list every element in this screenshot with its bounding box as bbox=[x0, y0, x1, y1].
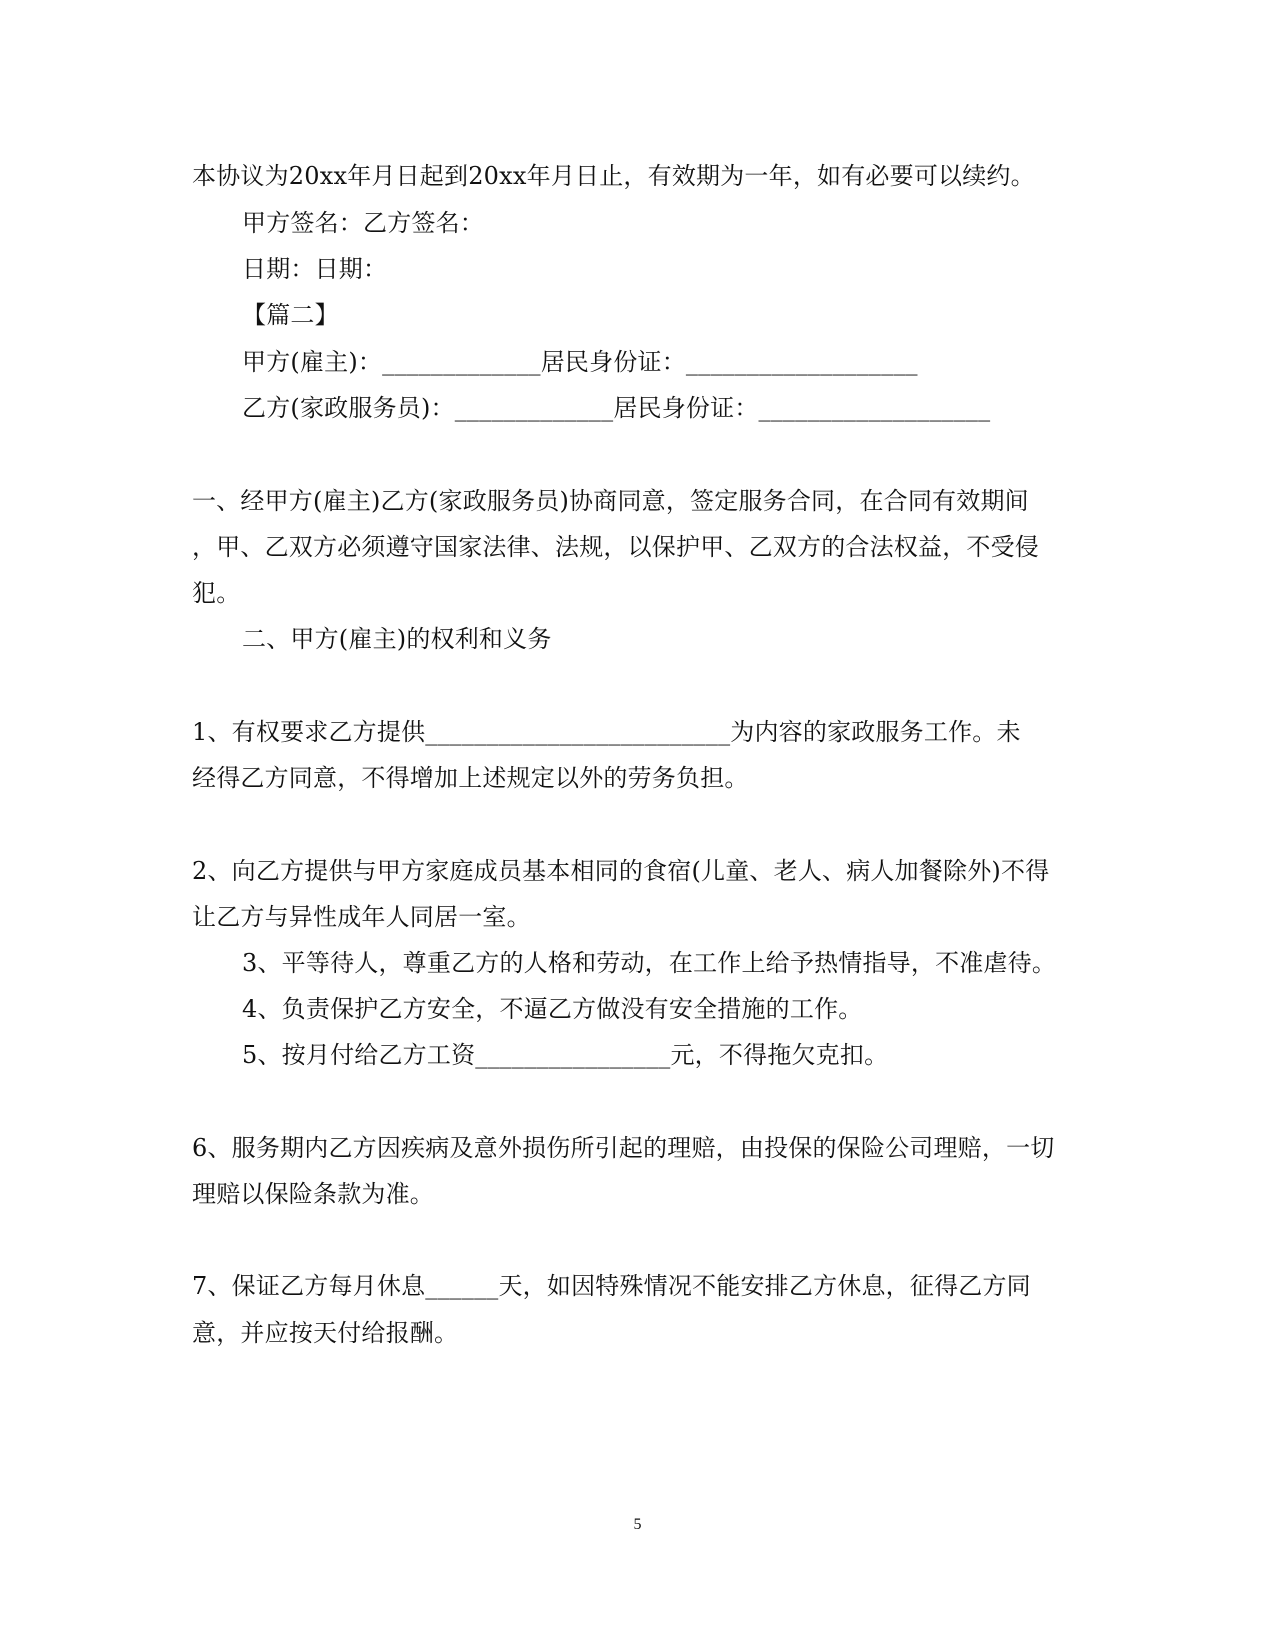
text-line: 乙方(家政服务员)：_____________居民身份证：___________________ bbox=[242, 394, 991, 422]
text-line: 7、保证乙方每月休息______天，如因特殊情况不能安排乙方休息，征得乙方同 bbox=[192, 1272, 1031, 1300]
text-line: 甲方(雇主)：_____________居民身份证：___________________ bbox=[242, 348, 918, 376]
section-heading: 二、甲方(雇主)的权利和义务 bbox=[242, 625, 552, 653]
page-number: 5 bbox=[633, 1516, 642, 1533]
text-line: ，甲、乙双方必须遵守国家法律、法规，以保护甲、乙双方的合法权益，不受侵 bbox=[192, 533, 1039, 561]
text-line: 日期：日期： bbox=[242, 255, 388, 283]
section-heading: 【篇二】 bbox=[242, 301, 339, 329]
text-line: 意，并应按天付给报酬。 bbox=[192, 1319, 459, 1347]
text-line: 理赔以保险条款为准。 bbox=[192, 1180, 434, 1208]
text-line: 一、经甲方(雇主)乙方(家政服务员)协商同意，签定服务合同，在合同有效期间 bbox=[192, 487, 1029, 515]
text-line: 5、按月付给乙方工资________________元，不得拖欠克扣。 bbox=[242, 1041, 889, 1069]
text-line: 4、负责保护乙方安全，不逼乙方做没有安全措施的工作。 bbox=[242, 995, 863, 1023]
text-line: 让乙方与异性成年人同居一室。 bbox=[192, 903, 531, 931]
text-line: 6、服务期内乙方因疾病及意外损伤所引起的理赔，由投保的保险公司理赔，一切 bbox=[192, 1134, 1055, 1162]
text-line: 经得乙方同意，不得增加上述规定以外的劳务负担。 bbox=[192, 764, 749, 792]
text-line: 犯。 bbox=[192, 579, 241, 607]
text-line: 2、向乙方提供与甲方家庭成员基本相同的食宿(儿童、老人、病人加餐除外)不得 bbox=[192, 857, 1050, 885]
text-line: 甲方签名：乙方签名： bbox=[242, 209, 484, 237]
text-line: 1、有权要求乙方提供_________________________为内容的家政服务工作。未 bbox=[192, 718, 1021, 746]
text-line: 3、平等待人，尊重乙方的人格和劳动，在工作上给予热情指导，不准虐待。 bbox=[242, 949, 1057, 977]
text-line: 本协议为20xx年月日起到20xx年月日止，有效期为一年，如有必要可以续约。 bbox=[192, 162, 1035, 190]
